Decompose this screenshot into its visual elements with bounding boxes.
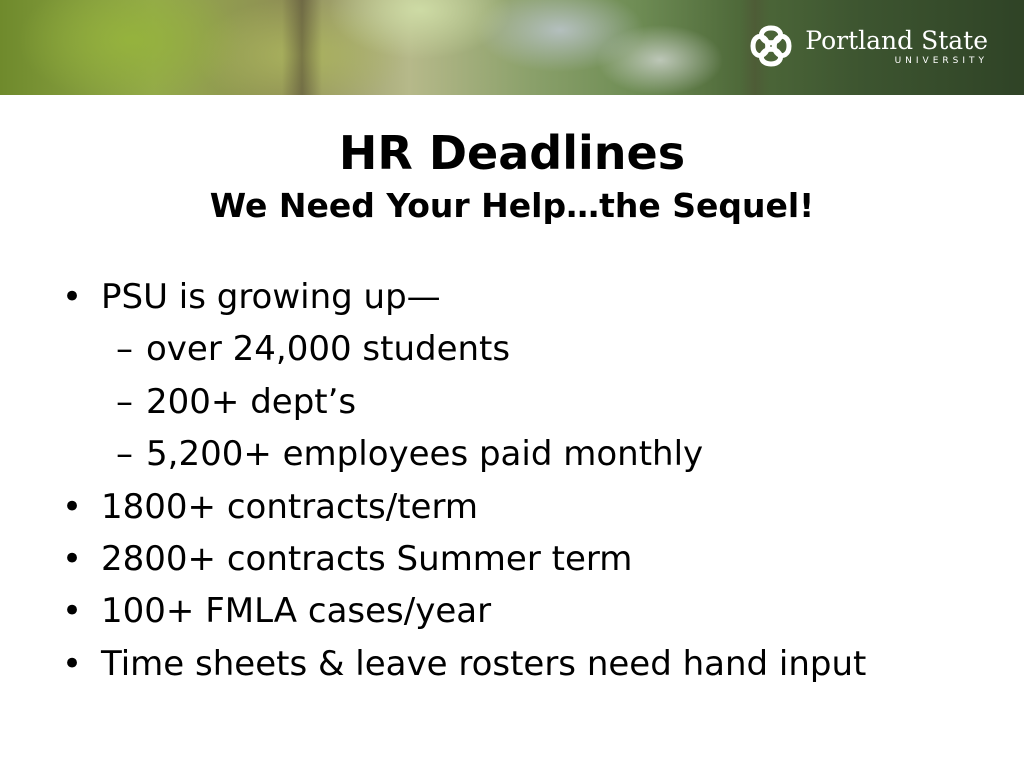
bullet-text: 100+ FMLA cases/year xyxy=(101,591,492,632)
banner-tree-trunk xyxy=(282,0,322,95)
sub-bullet-marker: – xyxy=(116,329,133,370)
bullet-marker: • xyxy=(62,643,83,684)
sub-bullet-marker: – xyxy=(116,381,133,422)
sub-bullet-marker: – xyxy=(116,434,133,475)
logo-subtitle: UNIVERSITY xyxy=(894,55,988,66)
bullet-text: 1800+ contracts/term xyxy=(101,486,478,527)
psu-logo xyxy=(745,20,988,72)
bullet-text: 2800+ contracts Summer term xyxy=(101,538,633,579)
bullet-marker: • xyxy=(62,277,83,317)
bullet-text: Time sheets & leave rosters need hand input xyxy=(101,643,867,684)
bullet-marker: • xyxy=(62,591,83,632)
sub-bullet-text: over 24,000 students xyxy=(146,329,511,370)
header-banner xyxy=(0,0,1024,95)
bullet-item xyxy=(60,276,960,319)
sub-bullet-item xyxy=(60,328,960,371)
bullet-item xyxy=(60,538,960,581)
bullet-text: PSU is growing up— xyxy=(101,277,441,317)
bullet-item xyxy=(60,590,960,633)
sub-bullet-text: 5,200+ employees paid monthly xyxy=(146,434,704,475)
psu-logo-text xyxy=(805,27,988,66)
bullet-marker: • xyxy=(62,486,83,527)
bullet-item xyxy=(60,486,960,529)
sub-bullet-item xyxy=(60,433,960,476)
bullet-item xyxy=(60,643,960,686)
bullet-list xyxy=(60,276,960,695)
slide-title: HR Deadlines xyxy=(338,126,686,180)
psu-logo-mark-icon xyxy=(745,20,797,72)
slide-subtitle: We Need Your Help…the Sequel! xyxy=(209,186,815,225)
sub-bullet-text: 200+ dept’s xyxy=(146,381,357,422)
bullet-marker: • xyxy=(62,538,83,579)
sub-bullet-item xyxy=(60,381,960,424)
logo-name: Portland State xyxy=(805,25,988,55)
